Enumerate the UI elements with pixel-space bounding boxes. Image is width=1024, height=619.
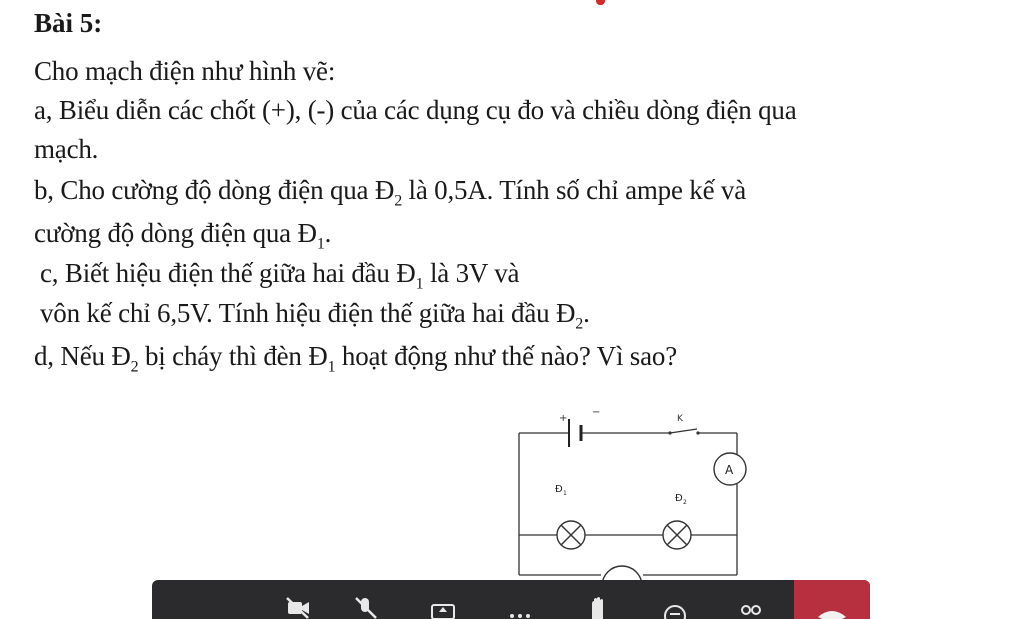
- part-b-line-2: [34, 218, 331, 253]
- red-marker: [596, 0, 605, 5]
- part-c-line-2: [40, 298, 590, 333]
- part-c2-text: vôn kế chỉ 6,5V. Tính hiệu điện thế giữa hai đầu Đ: [40, 298, 576, 328]
- switch-blade: [670, 429, 697, 433]
- ammeter-label: A: [725, 463, 734, 477]
- end-call-button[interactable]: [794, 580, 870, 619]
- mic-off-icon[interactable]: [352, 588, 380, 619]
- switch-contact-left: [668, 431, 671, 434]
- part-a-line-1: a, Biểu diễn các chốt (+), (-) của các dụng cụ đo và chiều dòng điện qua: [34, 95, 797, 125]
- part-b-line-1: [34, 175, 746, 210]
- share-screen-icon[interactable]: [428, 588, 458, 619]
- part-c-text-end: là 3V và: [423, 258, 520, 288]
- switch-contact-right: [696, 431, 699, 434]
- part-c2-subscript: 2: [575, 315, 584, 333]
- problem-intro: Cho mạch điện như hình vẽ:: [34, 56, 336, 86]
- part-b2-text-end: .: [324, 218, 332, 248]
- part-d-line: [34, 341, 677, 376]
- lamp1-icon: [557, 521, 585, 549]
- part-c2-text-end: .: [583, 298, 590, 328]
- part-b2-text: cường độ dòng điện qua Đ: [34, 218, 317, 248]
- part-c-line-1: [40, 258, 519, 293]
- part-d-text-mid: bị cháy thì đèn Đ: [138, 341, 328, 371]
- part-c-text: c, Biết hiệu điện thế giữa hai đầu Đ: [40, 258, 416, 288]
- part-b-text-end: là 0,5A. Tính số chỉ ampe kế và: [402, 175, 747, 205]
- meeting-toolbar: [152, 580, 870, 619]
- problem-title: Bài 5:: [34, 8, 103, 38]
- lamp2-label: Đ: [675, 493, 683, 504]
- lamp1-subscript: 1: [563, 490, 567, 497]
- lamp2-subscript: 2: [683, 499, 687, 506]
- raise-hand-icon[interactable]: [584, 588, 612, 619]
- part-d-subscript-1: 2: [130, 358, 139, 376]
- battery-minus-label: −: [592, 407, 601, 418]
- participants-icon[interactable]: [736, 588, 766, 619]
- part-d-text: d, Nếu Đ: [34, 341, 131, 371]
- part-c-subscript: 1: [415, 275, 424, 293]
- part-b-subscript: 2: [394, 192, 402, 210]
- end-call-icon: [816, 608, 848, 619]
- switch-label: K: [677, 414, 683, 424]
- battery-plus-label: +: [559, 413, 568, 424]
- more-icon[interactable]: [504, 588, 536, 619]
- part-d-subscript-2: 1: [327, 358, 336, 376]
- part-b-text: b, Cho cường độ dòng điện qua Đ: [34, 175, 395, 205]
- chat-icon[interactable]: [660, 588, 690, 619]
- part-d-text-end: hoạt động như thế nào? Vì sao?: [335, 341, 677, 371]
- part-a-line-2: mạch.: [34, 134, 99, 164]
- camera-off-icon[interactable]: [284, 588, 312, 619]
- lamp1-label: Đ: [555, 484, 563, 495]
- lamp2-icon: [663, 521, 691, 549]
- part-b2-subscript: 1: [316, 235, 325, 253]
